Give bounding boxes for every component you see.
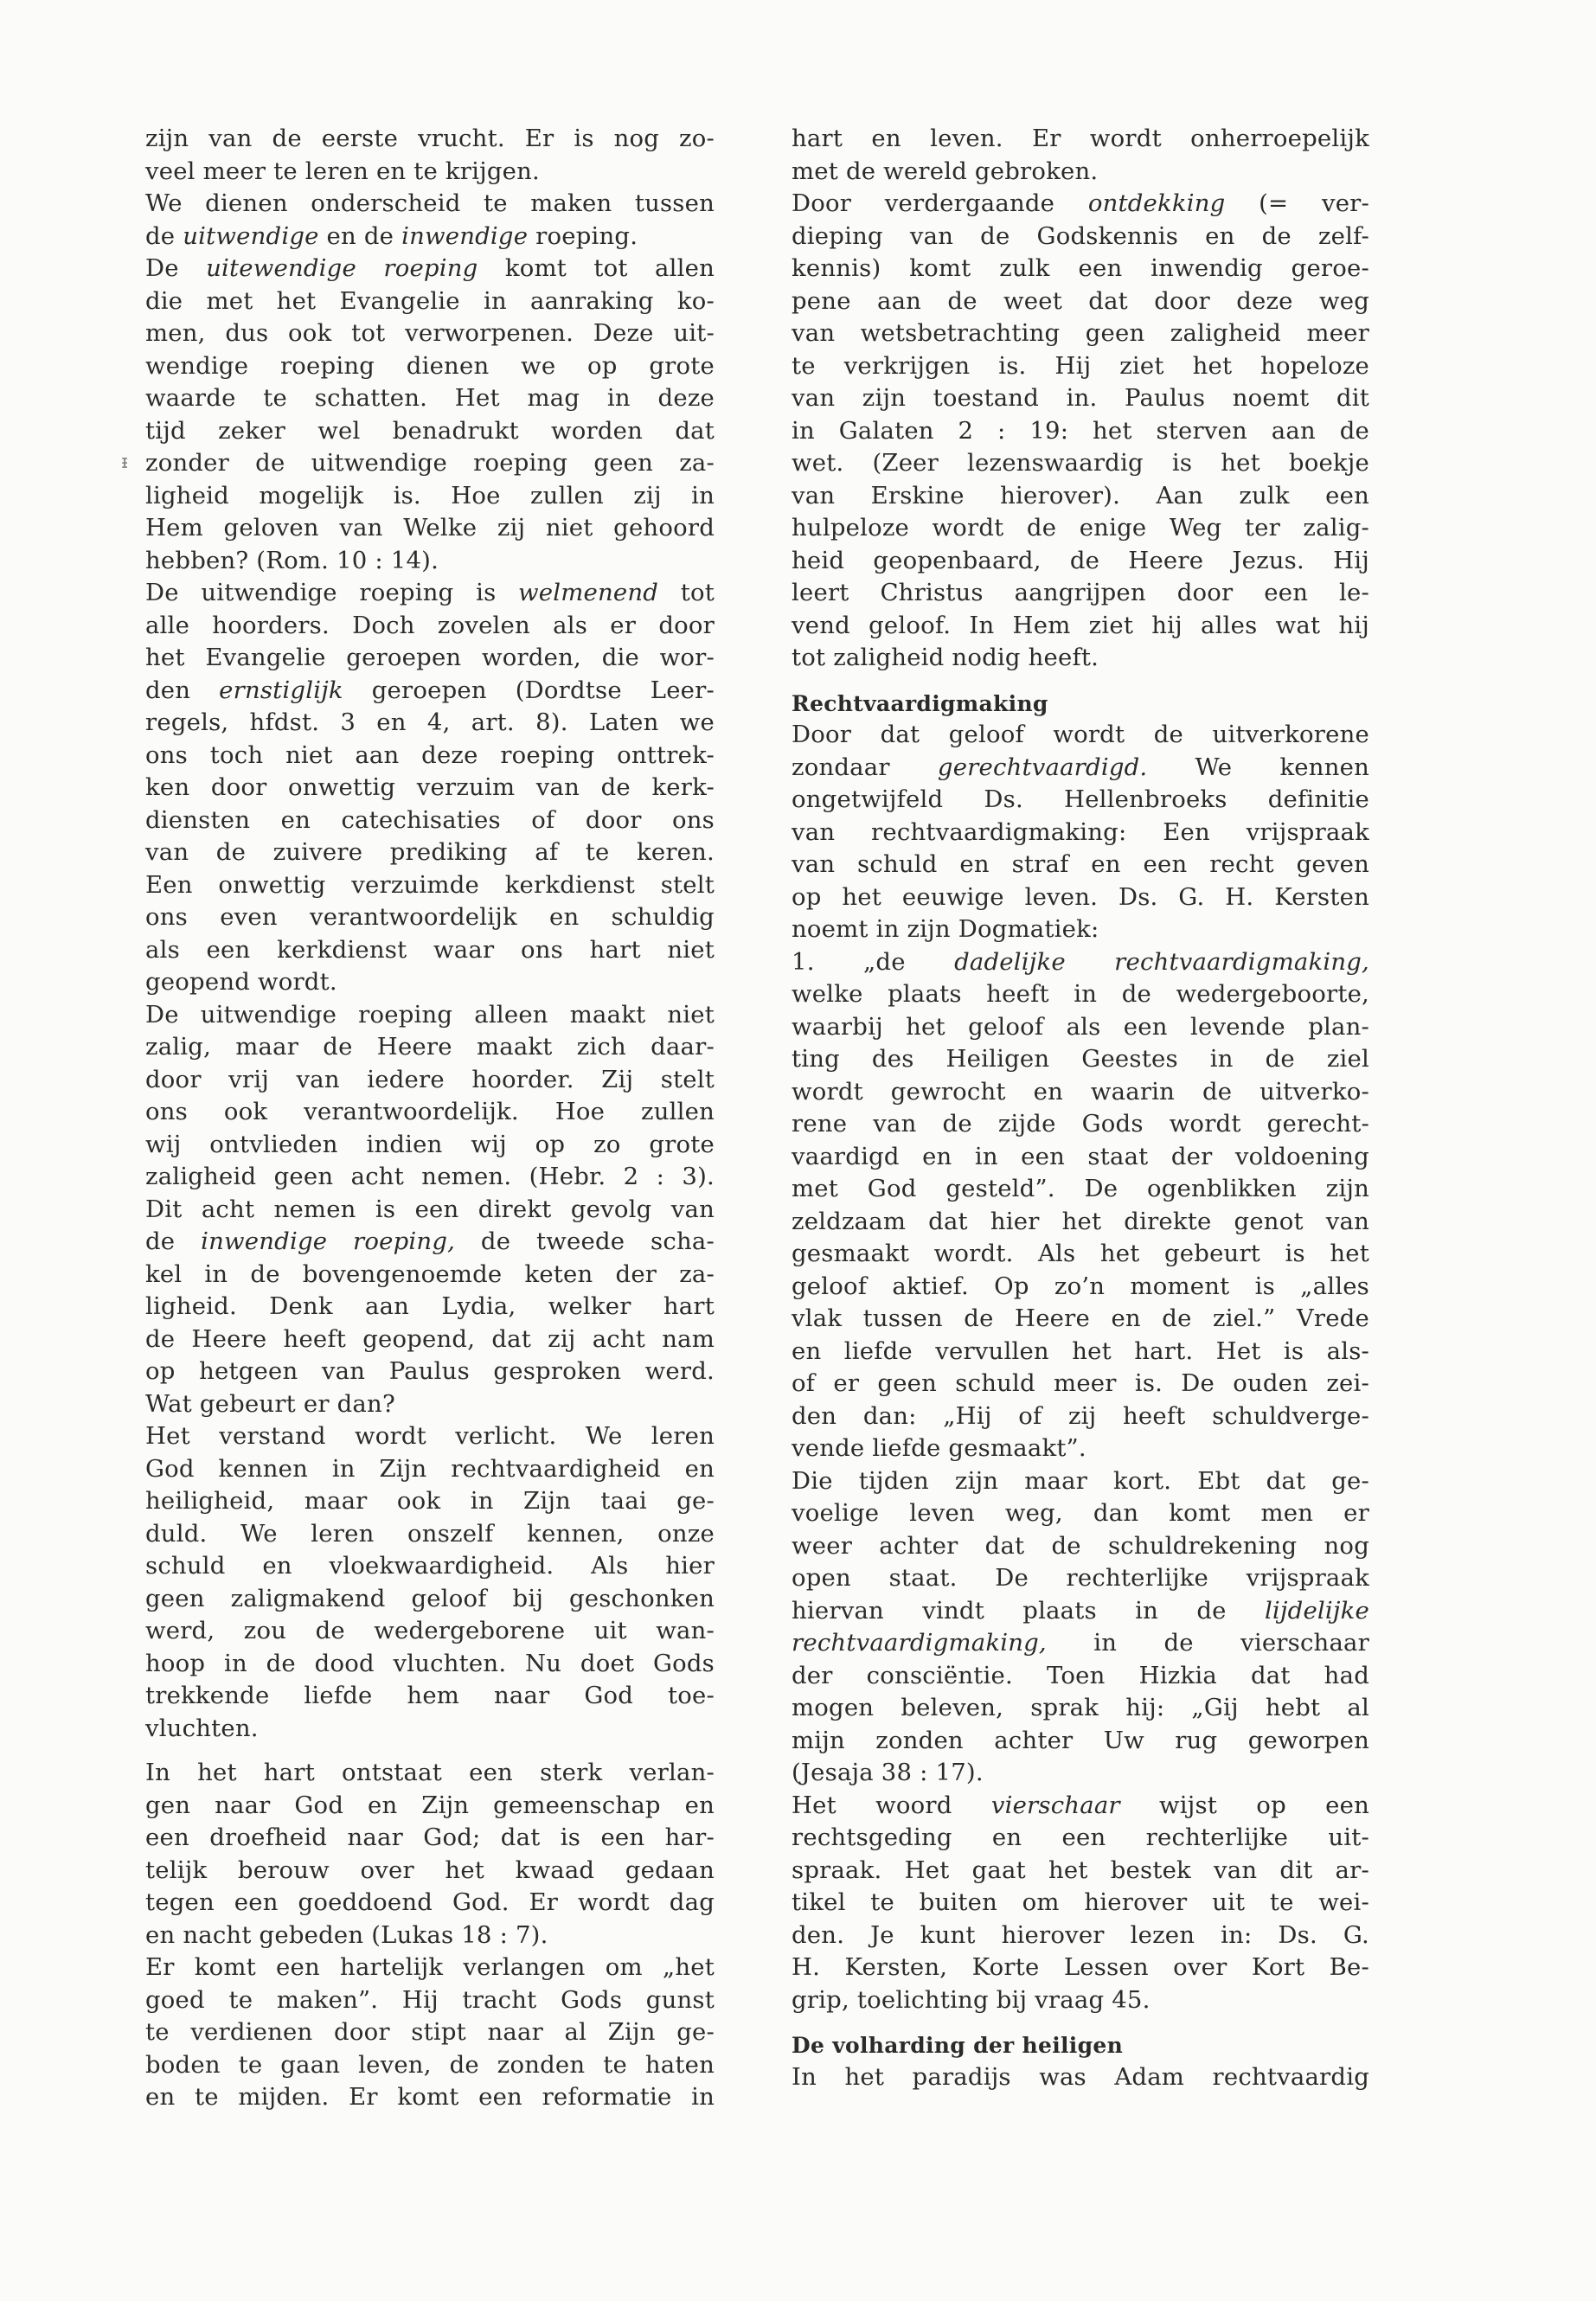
text-line: alle hoorders. Doch zovelen als er door (145, 611, 715, 639)
text-line: diensten en catechisaties of door ons (145, 805, 715, 834)
text-line: zaligheid geen acht nemen. (Hebr. 2 : 3). (145, 1163, 715, 1190)
text-line: vlak tussen de Heere en de ziel.” Vrede (792, 1304, 1369, 1332)
paragraph-gap (792, 2016, 1369, 2029)
text-line: op hetgeen van Paulus gesproken werd. (145, 1357, 715, 1385)
text-line: hart en leven. Er wordt onherroepelijk (792, 125, 1369, 152)
text-line: van wetsbetrachting geen zaligheid meer (792, 319, 1369, 347)
text-line: tot zaligheid nodig heeft. (792, 644, 1099, 671)
text-line: van zijn toestand in. Paulus noemt dit (792, 384, 1369, 412)
right-column (792, 123, 1369, 2093)
text-line: te verkrijgen is. Hij ziet het hopeloze (792, 351, 1369, 380)
text-line: in Galaten 2 : 19: het sterven aan de (792, 416, 1369, 445)
text-line: met God gesteld”. De ogenblikken zijn (792, 1175, 1369, 1202)
text-line: rene van de zijde Gods wordt gerecht- (792, 1110, 1369, 1138)
text-line: vluchten. (145, 1714, 259, 1742)
text-line: geen zaligmakend geloof bij geschonken (145, 1584, 715, 1612)
text-line: van rechtvaardigmaking: Een vrijspraak (792, 817, 1369, 846)
text-line: regels, hfdst. 3 en 4, art. 8). Laten we (145, 708, 715, 736)
text-line: goed te maken”. Hij tracht Gods gunst (145, 1985, 715, 2014)
text-line: van schuld en straf en een recht geven (792, 850, 1369, 878)
text-line: ons toch niet aan deze roeping onttrek- (145, 740, 715, 769)
text-line: Het verstand wordt verlicht. We leren (145, 1422, 715, 1450)
text-line: geloof aktief. Op zo’n moment is „alles (792, 1272, 1369, 1300)
text-line: grip, toelichting bij vraag 45. (792, 1985, 1151, 2014)
text-line: hoop in de dood vluchten. Nu doet Gods (145, 1649, 715, 1677)
text-line: ligheid. Denk aan Lydia, welker hart (145, 1292, 715, 1320)
text-line: H. Kersten, Korte Lessen over Kort Be- (792, 1953, 1369, 1981)
text-line: den ernstiglijk geroepen (Dordtse Leer- (145, 676, 715, 704)
text-line: spraak. Het gaat het bestek van dit ar- (792, 1856, 1369, 1884)
text-line: mogen beleven, sprak hij: „Gij hebt al (792, 1694, 1369, 1721)
text-line: (Jesaja 38 : 17). (792, 1759, 984, 1786)
text-line: ting des Heiligen Geestes in de ziel (792, 1045, 1369, 1073)
text-line: pene aan de weet dat door deze weg (792, 286, 1369, 315)
text-line: leert Christus aangrijpen door een le- (792, 579, 1369, 606)
text-line: wendige roeping dienen we op grote (145, 351, 715, 380)
text-line: mijn zonden achter Uw rug geworpen (792, 1726, 1369, 1754)
text-line: en liefde vervullen het hart. Het is als- (792, 1336, 1369, 1365)
text-line: ken door onwettig verzuim van de kerk- (145, 773, 715, 801)
text-line: den. Je kunt hierover lezen in: Ds. G. (792, 1920, 1369, 1949)
text-line: door vrij van iedere hoorder. Zij stelt (145, 1065, 715, 1093)
text-line: zalig, maar de Heere maakt zich daar- (145, 1033, 715, 1061)
text-line: Een onwettig verzuimde kerkdienst stelt (145, 870, 715, 899)
text-line: het Evangelie geroepen worden, die wor- (145, 644, 715, 671)
text-line: vend geloof. In Hem ziet hij alles wat hij (792, 611, 1369, 639)
text-line: heiligheid, maar ook in Zijn taai ge- (145, 1487, 715, 1515)
text-line: van Erskine hierover). Aan zulk een (792, 481, 1369, 510)
text-line: waarde te schatten. Het mag in deze (145, 384, 715, 412)
text-line: hebben? (Rom. 10 : 14). (145, 546, 439, 574)
text-line: tikel te buiten om hierover uit te wei- (792, 1888, 1369, 1916)
text-line: zonder de uitwendige roeping geen za- (145, 449, 715, 477)
text-line: open staat. De rechterlijke vrijspraak (792, 1564, 1369, 1592)
text-line: In het paradijs was Adam rechtvaardig (792, 2062, 1369, 2091)
paragraph-gap (145, 1745, 715, 1757)
section-heading: Rechtvaardigmaking (792, 690, 1048, 716)
text-line: welke plaats heeft in de wedergeboorte, (792, 980, 1369, 1008)
text-line: Die tijden zijn maar kort. Ebt dat ge- (792, 1466, 1369, 1495)
text-line: wordt gewrocht en waarin de uitverko- (792, 1077, 1369, 1106)
text-line: waarbij het geloof als een levende plan- (792, 1012, 1369, 1041)
text-line: te verdienen door stipt naar al Zijn ge- (145, 2018, 715, 2046)
text-line: dieping van de Godskennis en de zelf- (792, 221, 1369, 250)
text-line: rechtvaardigmaking, in de vierschaar (792, 1629, 1369, 1657)
text-line: op het eeuwige leven. Ds. G. H. Kersten (792, 882, 1369, 911)
text-line: de uitwendige en de inwendige roeping. (145, 221, 638, 250)
left-column (145, 123, 715, 2114)
text-line: ligheid mogelijk is. Hoe zullen zij in (145, 481, 715, 510)
text-line: trekkende liefde hem naar God toe- (145, 1682, 715, 1709)
text-line: tijd zeker wel benadrukt worden dat (145, 416, 715, 445)
text-line: De uitewendige roeping komt tot allen (145, 254, 715, 282)
text-line: In het hart ontstaat een sterk verlan- (145, 1759, 715, 1786)
text-line: Door verdergaande ontdekking (= ver- (792, 189, 1370, 217)
text-line: De uitwendige roeping is welmenend tot (145, 579, 715, 606)
text-line: en nacht gebeden (Lukas 18 : 7). (145, 1920, 548, 1949)
text-line: tegen een goeddoend God. Er wordt dag (145, 1888, 715, 1916)
text-line: heid geopenbaard, de Heere Jezus. Hij (792, 546, 1369, 574)
text-line: Wat gebeurt er dan? (145, 1389, 395, 1418)
text-line: gen naar God en Zijn gemeenschap en (145, 1791, 715, 1819)
margin-smudge: ᵻ (121, 452, 129, 473)
text-line: der consciëntie. Toen Hizkia dat had (792, 1661, 1369, 1689)
text-line: Het woord vierschaar wijst op een (792, 1791, 1369, 1819)
text-line: hiervan vindt plaats in de lijdelijke (792, 1596, 1369, 1625)
text-line: werd, zou de wedergeborene uit wan- (145, 1617, 715, 1644)
text-line: geopend wordt. (145, 968, 337, 996)
text-line: vaardigd en in een staat der voldoening (792, 1142, 1369, 1170)
text-line: kennis) komt zulk een inwendig geroe- (792, 254, 1369, 282)
text-line: vende liefde gesmaakt”. (792, 1434, 1086, 1462)
text-line: die met het Evangelie in aanraking ko- (145, 286, 715, 315)
text-line: een droefheid naar God; dat is een har- (145, 1823, 715, 1851)
text-line: God kennen in Zijn rechtvaardigheid en (145, 1454, 715, 1483)
text-line: schuld en vloekwaardigheid. Als hier (145, 1552, 715, 1580)
text-line: voelige leven weg, dan komt men er (792, 1499, 1369, 1527)
text-line: Dit acht nemen is een direkt gevolg van (145, 1195, 715, 1223)
text-line: boden te gaan leven, de zonden te haten (145, 2050, 715, 2079)
text-line: of er geen schuld meer is. De ouden zei- (792, 1369, 1369, 1397)
text-line: gesmaakt wordt. Als het gebeurt is het (792, 1240, 1369, 1267)
text-line: zijn van de eerste vrucht. Er is nog zo- (145, 125, 715, 152)
text-line: kel in de bovengenoemde keten der za- (145, 1259, 715, 1288)
text-line: men, dus ook tot verworpenen. Deze uit- (145, 319, 715, 347)
text-line: Door dat geloof wordt de uitverkorene (792, 721, 1369, 748)
text-line: De uitwendige roeping alleen maakt niet (145, 1000, 715, 1029)
text-line: veel meer te leren en te krijgen. (145, 157, 540, 185)
text-line: weer achter dat de schuldrekening nog (792, 1531, 1369, 1560)
text-line: en te mijden. Er komt een reformatie in (145, 2083, 715, 2111)
text-line: de Heere heeft geopend, dat zij acht nam (145, 1324, 715, 1353)
paragraph-gap (792, 675, 1369, 687)
text-line: ongetwijfeld Ds. Hellenbroeks definitie (792, 785, 1369, 813)
text-line: telijk berouw over het kwaad gedaan (145, 1856, 715, 1884)
text-line: Er komt een hartelijk verlangen om „het (145, 1953, 715, 1981)
text-line: als een kerkdienst waar ons hart niet (145, 935, 715, 964)
text-line: wet. (Zeer lezenswaardig is het boekje (792, 449, 1369, 477)
text-line: den dan: „Hij of zij heeft schuldverge- (792, 1401, 1369, 1430)
text-line: 1. „de dadelijke rechtvaardigmaking, (792, 947, 1369, 976)
section-heading: De volharding der heiligen (792, 2033, 1124, 2058)
text-line: rechtsgeding en een rechterlijke uit- (792, 1823, 1369, 1851)
text-line: met de wereld gebroken. (792, 157, 1099, 185)
text-line: zeldzaam dat hier het direkte genot van (792, 1207, 1369, 1235)
text-line: Hem geloven van Welke zij niet gehoord (145, 514, 715, 542)
text-line: van de zuivere prediking af te keren. (145, 838, 715, 866)
text-line: de inwendige roeping, de tweede scha- (145, 1227, 715, 1255)
text-line: duld. We leren onszelf kennen, onze (145, 1519, 715, 1548)
text-line: wij ontvlieden indien wij op zo grote (145, 1130, 715, 1158)
text-line: hulpeloze wordt de enige Weg ter zalig- (792, 514, 1369, 542)
text-line: We dienen onderscheid te maken tussen (145, 189, 715, 217)
text-line: ons ook verantwoordelijk. Hoe zullen (145, 1098, 715, 1125)
text-line: ons even verantwoordelijk en schuldig (145, 903, 715, 931)
text-line: noemt in zijn Dogmatiek: (792, 915, 1099, 943)
text-line: zondaar gerechtvaardigd. We kennen (792, 753, 1369, 781)
